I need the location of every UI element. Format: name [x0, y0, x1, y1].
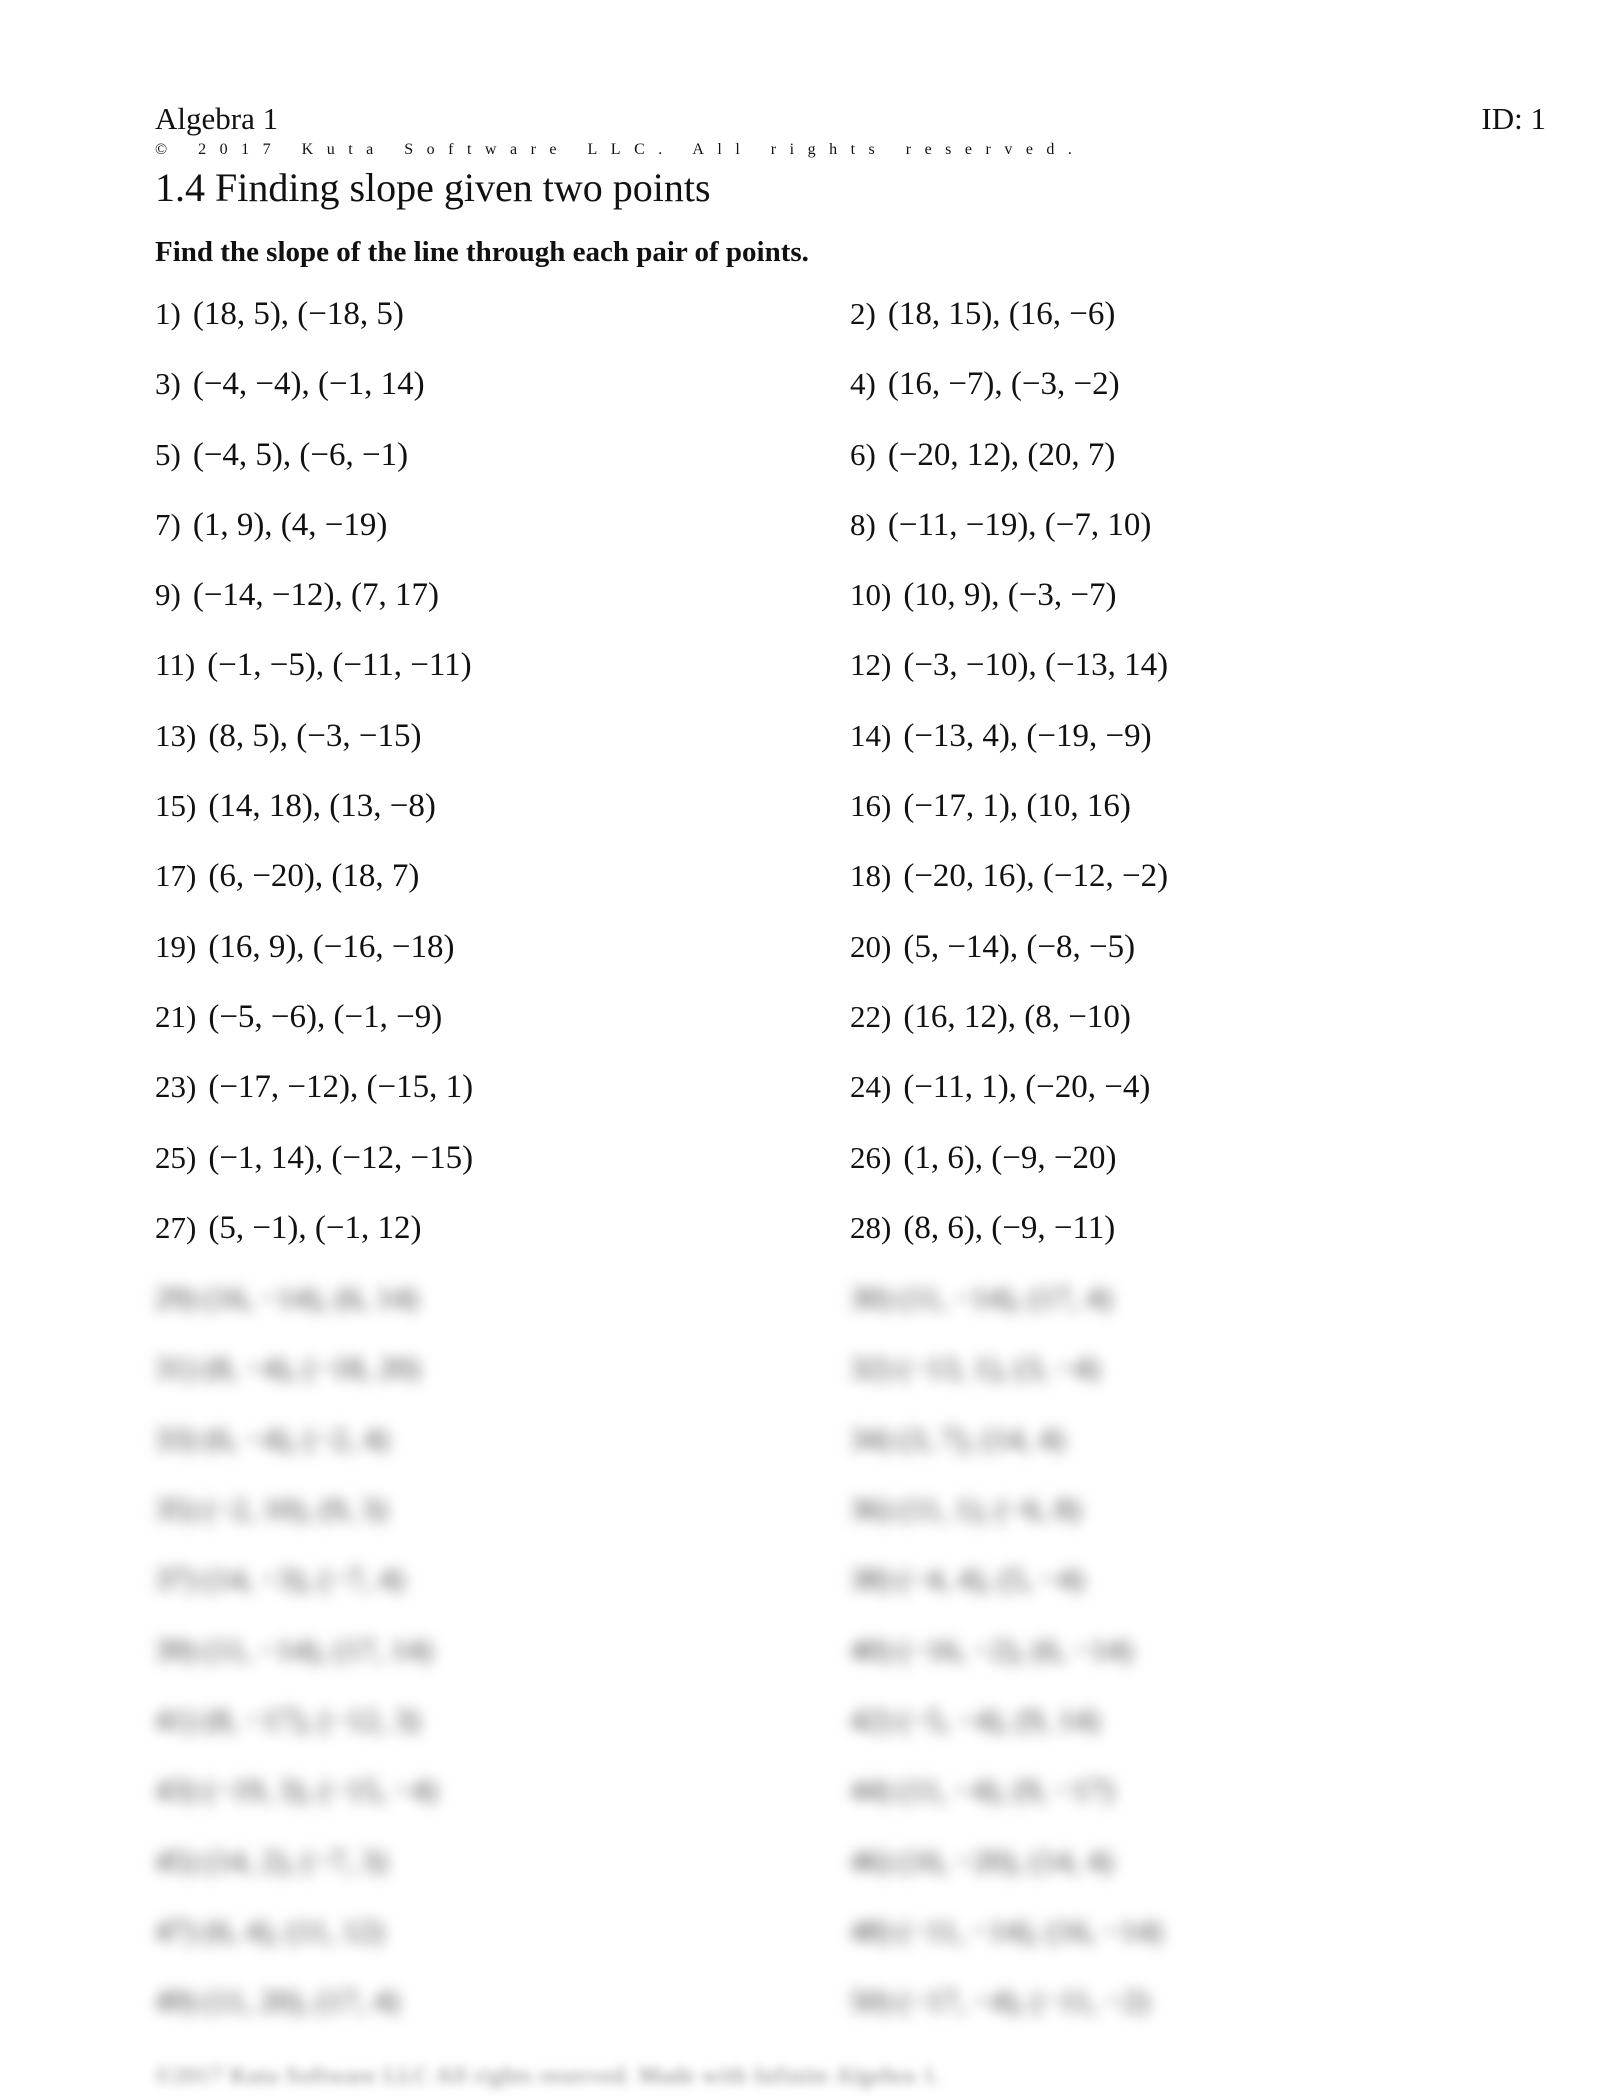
problem-points: (−17, −12), (−15, 1)	[208, 1069, 474, 1106]
problem-row	[155, 292, 1555, 362]
problem-number: 15)	[155, 788, 197, 824]
problem-points: (16, 12), (8, −10)	[903, 998, 1131, 1035]
blurred-problem-item: 41) (8, −17), (−12, 3)	[155, 1701, 420, 1737]
problem-item	[155, 714, 422, 758]
problem-item	[850, 714, 1152, 758]
blurred-problem-row	[155, 1557, 1555, 1627]
blurred-problem-row	[155, 1698, 1555, 1768]
blurred-problem-item: 34) (3, 7), (14, 4)	[850, 1420, 1065, 1456]
problem-number: 1)	[155, 296, 181, 331]
blurred-problem-item: 35) (−2, 10), (9, 3)	[155, 1491, 387, 1527]
problem-points: (−1, 14), (−12, −15)	[208, 1139, 474, 1176]
problem-number: 21)	[155, 998, 197, 1034]
problem-number: 4)	[850, 366, 876, 402]
problem-points: (18, 15), (16, −6)	[887, 296, 1116, 332]
blurred-problem-item: 45) (14, 2), (−7, 3)	[155, 1842, 387, 1878]
problem-row	[155, 1136, 1555, 1206]
problem-item	[155, 854, 419, 898]
problem-row	[155, 784, 1555, 854]
blurred-problem-row	[155, 1487, 1555, 1557]
problem-row	[155, 433, 1555, 503]
problem-points: (−3, −10), (−13, 14)	[903, 647, 1169, 684]
problem-points: (5, −1), (−1, 12)	[208, 1209, 422, 1246]
instructions: Find the slope of the line through each pair of points.	[155, 236, 809, 268]
problem-number: 13)	[155, 717, 197, 753]
problem-item	[850, 1136, 1117, 1180]
problem-points: (18, 5), (−18, 5)	[192, 296, 404, 332]
problem-points: (−11, −19), (−7, 10)	[887, 506, 1152, 543]
problem-points: (1, 9), (4, −19)	[192, 506, 388, 543]
footer-text: ©2017 Kuta Software LLC All rights reserved. Made with Infinite Algebra 1.	[155, 2063, 943, 2088]
problem-number: 16)	[850, 788, 892, 824]
problem-row	[155, 362, 1555, 432]
problem-points: (−17, 1), (10, 16)	[903, 788, 1131, 825]
problem-item	[155, 925, 455, 969]
blurred-problem-row	[155, 1417, 1555, 1487]
blurred-problem-item: 32) (−13, 1), (3, −4)	[850, 1350, 1100, 1386]
blurred-problem-row	[155, 1346, 1555, 1416]
problem-number: 23)	[155, 1069, 197, 1105]
problem-item	[850, 854, 1168, 898]
blurred-problem-row	[155, 1979, 1555, 2049]
problem-points: (−11, 1), (−20, −4)	[903, 1069, 1151, 1106]
problem-number: 12)	[850, 647, 892, 683]
problem-row	[155, 995, 1555, 1065]
problem-number: 19)	[155, 928, 197, 964]
problem-row	[155, 643, 1555, 713]
problem-number: 10)	[850, 577, 892, 613]
problem-number: 27)	[155, 1209, 197, 1245]
blurred-problem-item: 50) (−17, −4), (−11, −2)	[850, 1983, 1149, 2019]
problem-number: 17)	[155, 858, 197, 894]
blurred-problem-item: 29) (16, −14), (6, 14)	[155, 1280, 418, 1316]
problem-points: (−13, 4), (−19, −9)	[903, 717, 1152, 754]
problem-number: 3)	[155, 366, 181, 402]
problem-number: 25)	[155, 1139, 197, 1175]
blurred-problem-item: 40) (−16, −2), (6, −14)	[850, 1631, 1133, 1667]
problem-row	[155, 925, 1555, 995]
problem-row	[155, 573, 1555, 643]
problem-number: 6)	[850, 436, 876, 472]
problem-points: (6, −20), (18, 7)	[208, 858, 420, 895]
problem-number: 5)	[155, 436, 181, 472]
problem-item	[850, 292, 1115, 336]
problem-row	[155, 503, 1555, 573]
problem-points: (−4, 5), (−6, −1)	[192, 436, 409, 473]
problem-item	[155, 292, 404, 336]
problem-item	[155, 433, 408, 477]
problem-item	[155, 573, 439, 617]
blurred-problem-item: 38) (−4, 4), (5, −4)	[850, 1561, 1084, 1597]
problem-item	[850, 573, 1117, 617]
problem-number: 14)	[850, 717, 892, 753]
blurred-problem-item: 36) (11, 1), (−6, 8)	[850, 1491, 1081, 1527]
problem-number: 8)	[850, 506, 876, 542]
blurred-problem-item: 31) (8, −4), (−18, 20)	[155, 1350, 420, 1386]
problem-row	[155, 854, 1555, 924]
problem-item	[155, 1206, 422, 1250]
problem-item	[155, 362, 425, 406]
problem-item	[850, 925, 1135, 969]
problem-number: 26)	[850, 1139, 892, 1175]
problem-item	[850, 362, 1120, 406]
problem-points: (−20, 12), (20, 7)	[887, 436, 1116, 473]
problem-item	[850, 995, 1131, 1039]
problem-item	[155, 784, 436, 828]
problem-item	[850, 1065, 1150, 1109]
problem-row	[155, 1065, 1555, 1135]
problem-points: (−14, −12), (7, 17)	[192, 577, 440, 614]
problem-number: 11)	[155, 647, 196, 683]
problem-item	[155, 1065, 473, 1109]
blurred-problem-row	[155, 1909, 1555, 1979]
blurred-problem-item: 43) (−19, 3), (−15, −4)	[155, 1772, 438, 1808]
problem-points: (8, 6), (−9, −11)	[903, 1209, 1116, 1246]
problem-item	[155, 643, 472, 687]
blurred-problem-item: 33) (6, −4), (−2, 4)	[155, 1420, 389, 1456]
blurred-problem-item: 48) (−11, −14), (16, −14)	[850, 1912, 1163, 1948]
problem-points: (8, 5), (−3, −15)	[208, 717, 422, 754]
problem-number: 9)	[155, 577, 181, 613]
blurred-problem-row	[155, 1839, 1555, 1909]
problem-number: 2)	[850, 296, 876, 331]
worksheet-title: 1.4 Finding slope given two points	[155, 165, 711, 210]
problem-points: (16, 9), (−16, −18)	[208, 928, 455, 965]
problem-number: 28)	[850, 1209, 892, 1245]
problem-item	[155, 1136, 473, 1180]
problem-points: (10, 9), (−3, −7)	[903, 577, 1117, 614]
problem-item	[850, 1206, 1115, 1250]
problem-item	[155, 503, 387, 547]
blurred-problem-item: 46) (16, −20), (14, 4)	[850, 1842, 1113, 1878]
problem-points: (14, 18), (13, −8)	[208, 788, 436, 825]
blurred-problem-item: 42) (−5, −4), (9, 14)	[850, 1701, 1100, 1737]
problem-item	[155, 995, 442, 1039]
problem-item	[850, 503, 1151, 547]
problem-number: 20)	[850, 928, 892, 964]
blurred-problem-item: 37) (14, −3), (−7, 4)	[155, 1561, 405, 1597]
problem-item	[850, 643, 1168, 687]
blurred-problem-row	[155, 1768, 1555, 1838]
problem-number: 18)	[850, 858, 892, 894]
worksheet-id: ID: 1	[1481, 101, 1546, 136]
problem-number: 24)	[850, 1069, 892, 1105]
blurred-problem-row	[155, 1628, 1555, 1698]
blurred-problem-item: 30) (11, −14), (17, 4)	[850, 1280, 1112, 1316]
copyright-line: © 2017 Kuta Software LLC. All rights reserved.	[155, 141, 1086, 158]
problem-points: (16, −7), (−3, −2)	[887, 366, 1120, 403]
problem-points: (−1, −5), (−11, −11)	[207, 647, 472, 684]
problem-item	[850, 433, 1115, 477]
blurred-problem-row	[155, 1276, 1555, 1346]
problem-points: (−4, −4), (−1, 14)	[192, 366, 425, 403]
blurred-problem-item: 47) (6, 4), (11, 12)	[155, 1912, 384, 1948]
problem-points: (5, −14), (−8, −5)	[903, 928, 1136, 965]
problem-list	[155, 292, 1555, 2049]
problem-points: (−5, −6), (−1, −9)	[208, 998, 443, 1035]
problem-item	[850, 784, 1131, 828]
problem-number: 7)	[155, 506, 181, 542]
blurred-problem-item: 49) (11, 20), (17, 4)	[155, 1983, 400, 2019]
problem-number: 22)	[850, 998, 892, 1034]
blurred-problem-item: 39) (11, −14), (17, 14)	[155, 1631, 433, 1667]
problem-points: (−20, 16), (−12, −2)	[903, 858, 1169, 895]
course-name: Algebra 1	[155, 101, 279, 136]
problem-points: (1, 6), (−9, −20)	[903, 1139, 1117, 1176]
problem-row	[155, 714, 1555, 784]
blurred-problem-item: 44) (11, −4), (9, −17)	[850, 1772, 1114, 1808]
problem-row	[155, 1206, 1555, 1276]
